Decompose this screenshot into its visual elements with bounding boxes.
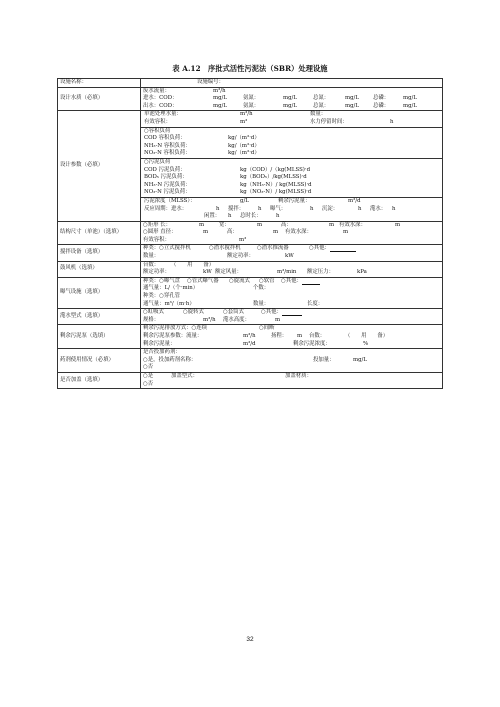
row-label: 滗水型式（选填） (58, 309, 141, 325)
other-blank (282, 310, 302, 316)
table-row: 剩余污泥泵（选填） 剩余污泥排放方式：○连续 ○间断 剩余污泥泵参数：流量： m³/h 扬程： m 台数： （ 用 备） 剩余污泥量： m³/d 剩余污泥浓度： % (58, 325, 443, 349)
facility-name-cell: 设施名称： (58, 79, 141, 88)
row-label: 剩余污泥泵（选填） (58, 325, 141, 349)
table-row: 设计参数（必填） 单池处理水量： m³/h 数量： 有效容积： m³ 水力停留时间： h ○容积负荷 COD 容积负荷： kg/（m³·d） NH₃-N 容积负荷： kg/（m³·d） NO₃-N 容积负荷： kg/（m³·d） ○污泥负荷 COD 污泥负荷： kg（COD）/（kg(MLSS)·d BOD₅ 污泥负荷： kg（BOD₅）/kg(MLSS)·d NH₃-N 污泥负荷： kg（NH₃-N）/ kg(MLSS)·d NO₃-N 污泥负荷： kg（NO₃-N）/ kg(MLSS)·d 污泥浓度（MLSS）： g/L 剩余污泥量： m³/d 反应周期：进水： h 搅拌： h 曝气： h 沉淀： h 滗水： h 闲置： h 总时长： h (58, 111, 443, 221)
other-blank (302, 279, 320, 285)
row-label: 曝气设施（选填） (58, 277, 141, 308)
row-label: 设计参数（必填） (58, 111, 141, 221)
table-row: 曝气设施（选填） 种类：○曝气盘 ○管式曝气器 ○旋流式 ○软管 ○其他： 通气量：L/（个·min） 个数： 种类：○穿孔管 通气量：m³/（m·h） 数量： 长度： (58, 277, 443, 308)
row-label: 是否加盖（选填） (58, 372, 141, 388)
row-label: 药剂使用情况（必填） (58, 349, 141, 373)
sbr-facility-form-table (57, 78, 443, 389)
table-row: 滗水型式（选填） ○虹吸式 ○旋转式 ○套筒式 ○其他： 规格： m³/h 滗水高度： m (58, 309, 443, 325)
row-label: 结构尺寸（单池）（选填） (58, 221, 141, 245)
table-row: 结构尺寸（单池）（选填） ○矩形 长： m 宽： m 高： m 有效水深： m ○圆形 直径： m 高： m 有效水深： m 有效容积： m³ (58, 221, 443, 245)
row-label: 鼓风机（选填） (58, 261, 141, 277)
row-label: 设计水质（必填） (58, 87, 141, 111)
table-row: 鼓风机（选填） 台数： （ 用 备） 额定功率： kW 额定风量： m³/min 额定压力： kPa (58, 261, 443, 277)
table-row: 药剂使用情况（必填） 是否投加药剂： ○是，投加药剂名称： 投加量： mg/L ○否 (58, 349, 443, 373)
facility-id-cell (141, 79, 443, 88)
table-row (58, 79, 443, 88)
table-row: 搅拌设备（选填） 种类：○立式搅拌机 ○潜水搅拌机 ○潜水推流器 ○其他： 数量： 额定功率： kW (58, 245, 443, 261)
row-label: 搅拌设备（选填） (58, 245, 141, 261)
page-number: 32 (246, 636, 254, 643)
facility-id-label: 设施编号： (197, 79, 224, 85)
other-blank (330, 246, 356, 252)
table-row: 设计水质（必填） 废水流量： m³/h 进水：COD： mg/L 氨氮： mg/L 总氮： mg/L 总磷： mg/L 出水：COD： mg/L 氨氮： mg/L 总氮： mg/L 总磷： mg/L (58, 87, 443, 111)
table-row: 是否加盖（选填） ○是 加盖型式： 加盖材质： ○否 (58, 372, 443, 388)
table-title: 表 A.12 序批式活性污泥法（SBR）处理设施 (172, 64, 328, 73)
